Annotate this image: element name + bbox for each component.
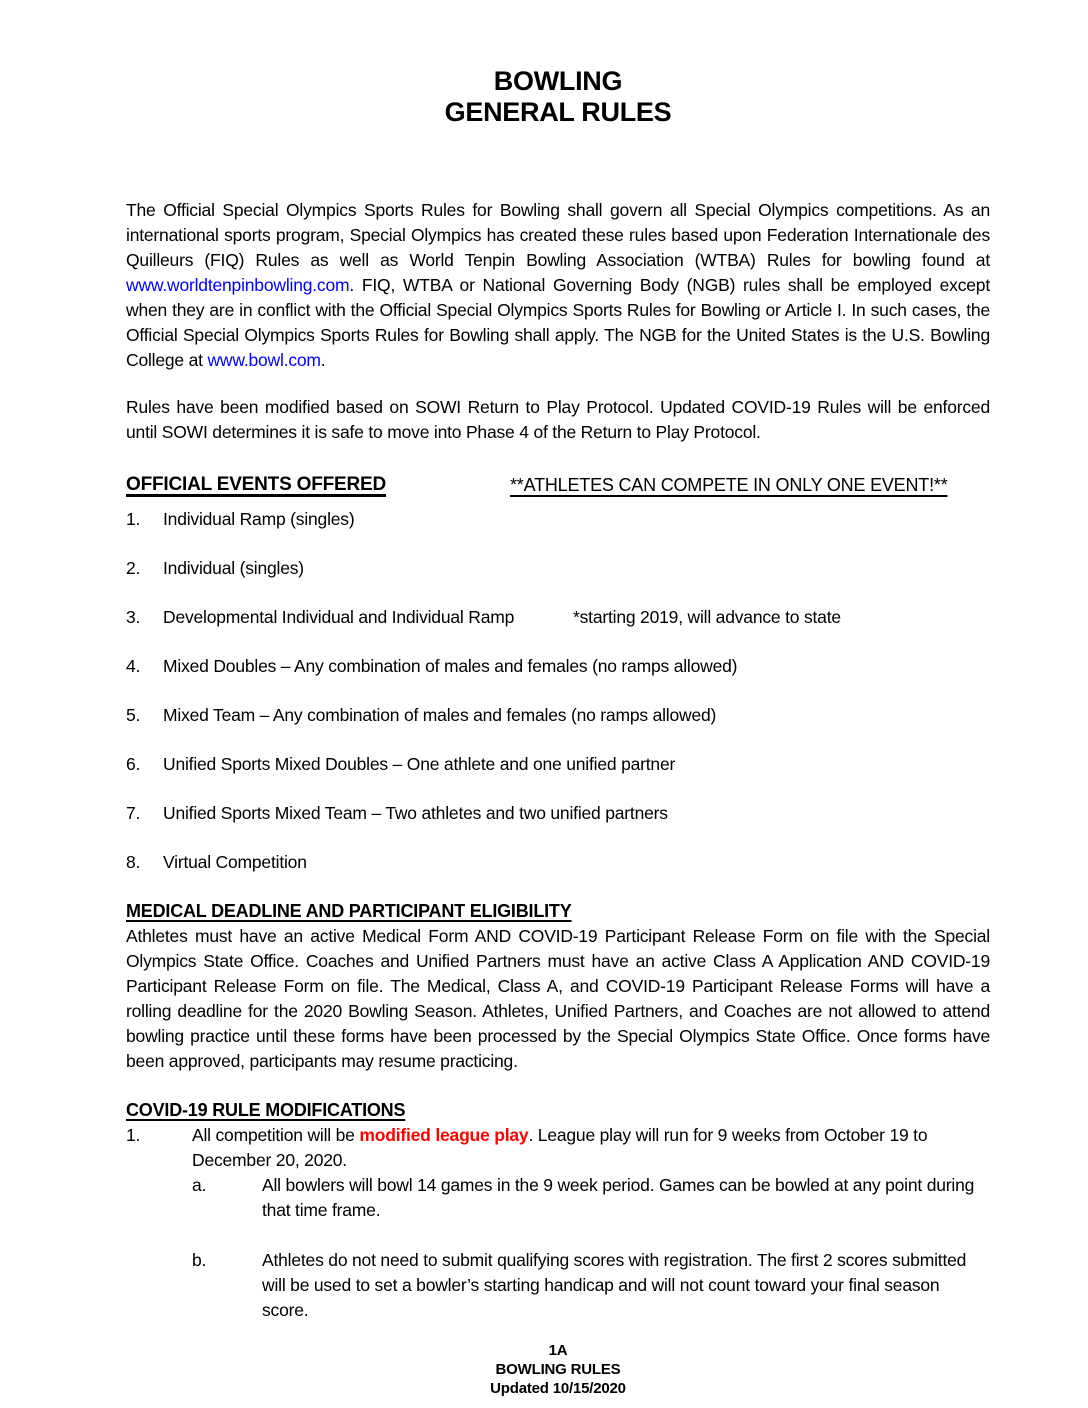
event-label: Developmental Individual and Individual Ramp: [163, 607, 515, 627]
covid-sub-item-b: [192, 1248, 990, 1323]
event-annotation: *starting 2019, will advance to state: [573, 607, 841, 627]
modified-league-play-highlight: modified league play: [359, 1125, 529, 1145]
event-label: Individual (singles): [163, 558, 304, 578]
event-label: Individual Ramp (singles): [163, 509, 355, 529]
covid-modifications-heading: COVID-19 RULE MODIFICATIONS: [126, 1100, 406, 1120]
covid-modified-paragraph: Rules have been modified based on SOWI Return to Play Protocol. Updated COVID-19 Rules will be enforced until SOWI determines it is safe to move into Phase 4 of the Return to Play Protocol.: [126, 397, 990, 442]
covid-sub-item-a: [192, 1173, 990, 1223]
list-letter: a.: [192, 1175, 207, 1195]
event-list-item: [126, 752, 990, 777]
event-list-item: [126, 654, 990, 679]
events-heading-row: [126, 471, 990, 499]
paragraph-text: All competition will be: [192, 1125, 360, 1145]
list-letter: b.: [192, 1250, 207, 1270]
event-list-item: [126, 801, 990, 826]
paragraph-text: The Official Special Olympics Sports Rules for Bowling shall govern all Special Olympics competitions. As an international sports program, Special Olympics has created these rules based upon Federation Internationale des Quilleurs (FIQ) Rules as well as World Tenpin Bowling Association (WTBA) Rules for bowling found at: [126, 200, 990, 270]
event-label: Mixed Doubles – Any combination of males and females (no ramps allowed): [163, 656, 738, 676]
event-list-item: [126, 703, 990, 728]
document-title: BOWLING: [493, 66, 623, 96]
paragraph-text: .: [320, 350, 326, 370]
event-list-item: [126, 507, 990, 532]
paragraph-text: . FIQ, WTBA or National Governing Body (NGB) rules shall be employed except when they are in conflict with the Official Special Olympics Sports Rules for Bowling or Article I. In such cases, the Official Special Olympics Sports Rules for Bowling shall apply. The NGB for the United States is the U.S. Bowling College at: [126, 275, 990, 370]
document-subtitle: GENERAL RULES: [444, 97, 672, 127]
footer-doc-title: BOWLING RULES: [495, 1361, 621, 1378]
list-number: 3.: [126, 607, 141, 627]
covid-sub-text: All bowlers will bowl 14 games in the 9 week period. Games can be bowled at any point during that time frame.: [262, 1175, 975, 1220]
event-list-item: [126, 850, 990, 875]
covid-rule-item: [126, 1123, 990, 1173]
list-number: 2.: [126, 558, 141, 578]
list-number: 8.: [126, 852, 141, 872]
page-number: 1A: [548, 1342, 568, 1359]
intro-paragraph: [126, 198, 990, 373]
list-number: 7.: [126, 803, 141, 823]
event-label: Unified Sports Mixed Doubles – One athlete and one unified partner: [163, 754, 676, 774]
one-event-warning: **ATHLETES CAN COMPETE IN ONLY ONE EVENT!**: [510, 475, 948, 495]
bowl-com-link[interactable]: www.bowl.com: [207, 350, 321, 370]
worldtenpinbowling-link[interactable]: www.worldtenpinbowling.com: [126, 275, 350, 295]
list-number: 1.: [126, 509, 141, 529]
covid-rule-text: [192, 1123, 990, 1173]
medical-deadline-heading: MEDICAL DEADLINE AND PARTICIPANT ELIGIBILITY: [126, 901, 572, 921]
event-list-item: [126, 556, 990, 581]
event-label: Unified Sports Mixed Team – Two athletes and two unified partners: [163, 803, 668, 823]
footer-updated-date: Updated 10/15/2020: [490, 1380, 626, 1397]
event-label: Mixed Team – Any combination of males and females (no ramps allowed): [163, 705, 717, 725]
list-number: 1.: [126, 1125, 141, 1145]
official-events-heading: OFFICIAL EVENTS OFFERED: [126, 474, 387, 495]
covid-sub-text: Athletes do not need to submit qualifying scores with registration. The first 2 scores submitted will be used to set a bowler’s starting handicap and will not count toward your final season score.: [262, 1250, 967, 1320]
list-number: 6.: [126, 754, 141, 774]
paragraph-text: . League play will run for 9 weeks from October 19 to December 20, 2020.: [192, 1125, 928, 1170]
list-number: 5.: [126, 705, 141, 725]
list-number: 4.: [126, 656, 141, 676]
event-label: Virtual Competition: [163, 852, 307, 872]
medical-paragraph: Athletes must have an active Medical Form AND COVID-19 Participant Release Form on file with the Special Olympics State Office. Coaches and Unified Partners must have an active Class A Application AND COVID-19 Participant Release Form on file. The Medical, Class A, and COVID-19 Participant Release Forms will have a rolling deadline for the 2020 Bowling Season. Athletes, Unified Partners, and Coaches are not allowed to attend bowling practice until these forms have been processed by the Special Olympics State Office. Once forms have been approved, participants may resume practicing.: [126, 926, 990, 1071]
page-footer: [126, 1341, 990, 1398]
event-list-item: [126, 605, 990, 630]
